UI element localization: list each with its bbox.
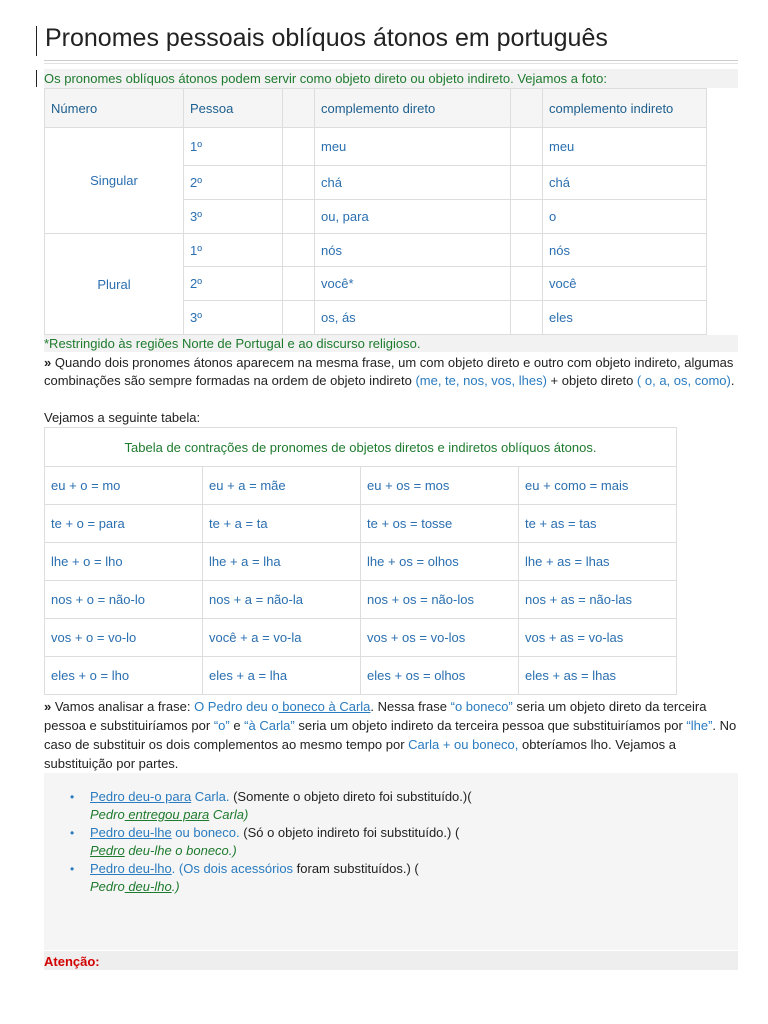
- table-cell: [511, 200, 543, 234]
- table-row: [45, 657, 677, 695]
- highlight-term: “à Carla”: [244, 718, 295, 733]
- table-cell: meu: [543, 128, 707, 166]
- table-cell: eu + a = mãe: [203, 467, 361, 505]
- table-cell: [511, 301, 543, 335]
- example-italic: deu-lhe o boneco.): [124, 843, 237, 858]
- page-title: Pronomes pessoais oblíquos átonos em português: [45, 24, 608, 52]
- example-italic: Pedro: [90, 807, 125, 822]
- example-italic: Carla): [209, 807, 249, 822]
- table-cell: te + as = tas: [519, 505, 677, 543]
- list-item: [70, 824, 730, 860]
- attention-heading: Atenção:: [44, 951, 738, 970]
- intro-text: Os pronomes oblíquos átonos podem servir como objeto direto ou objeto indireto. Vejamos a foto:: [44, 69, 738, 88]
- table-cell: meu: [315, 128, 511, 166]
- table-cell: vos + as = vo-las: [519, 619, 677, 657]
- paragraph-text: . No caso de substituir os dois complementos ao mesmo tempo por: [44, 718, 737, 752]
- table-cell: lhe + os = olhos: [361, 543, 519, 581]
- table-cell: vos + o = vo-lo: [45, 619, 203, 657]
- paragraph-text: + objeto direto: [546, 373, 637, 388]
- header-cell: complemento indireto: [543, 89, 707, 128]
- group-label: Plural: [45, 234, 184, 335]
- combination-paragraph: [44, 354, 738, 390]
- table-cell: eles + o = lho: [45, 657, 203, 695]
- table-cell: 2º: [184, 267, 283, 301]
- header-cell: [283, 89, 315, 128]
- table-row: [45, 128, 707, 166]
- table-cell: te + o = para: [45, 505, 203, 543]
- table-cell: eles: [543, 301, 707, 335]
- text-cursor: [36, 26, 37, 56]
- title-divider: [44, 60, 738, 61]
- example-italic-link[interactable]: deu-lho: [124, 879, 172, 894]
- table-row: [45, 581, 677, 619]
- table-cell: nos + as = não-las: [519, 581, 677, 619]
- table-cell: 1º: [184, 234, 283, 267]
- paragraph-text: seria um objeto indireto da terceira pessoa que substituiríamos por: [294, 718, 687, 733]
- explanation-text: (Somente o objeto direto foi substituído.)(: [229, 789, 472, 804]
- highlight-term: “o”: [213, 718, 230, 733]
- table-row: [45, 543, 677, 581]
- table-cell: [283, 200, 315, 234]
- table-cell: 3º: [184, 301, 283, 335]
- table-cell: vos + os = vo-los: [361, 619, 519, 657]
- table-cell: lhe + as = lhas: [519, 543, 677, 581]
- example-link[interactable]: Pedro deu-o para: [90, 789, 192, 804]
- table-cell: nos + o = não-lo: [45, 581, 203, 619]
- title-divider-secondary: [44, 63, 738, 64]
- table-cell: ou, para: [315, 200, 511, 234]
- list-item: [70, 860, 730, 896]
- table-cell: te + a = ta: [203, 505, 361, 543]
- table-cell: 3º: [184, 200, 283, 234]
- table-cell: chá: [543, 166, 707, 200]
- analysis-section: [44, 697, 738, 950]
- list-item: [70, 788, 730, 824]
- paragraph-marker: »: [44, 699, 52, 714]
- direct-pronouns: ( o, a, os, como): [636, 373, 731, 388]
- table-cell: o: [543, 200, 707, 234]
- table-cell: nós: [315, 234, 511, 267]
- example-link[interactable]: Pedro deu-lhe: [90, 825, 172, 840]
- table-cell: lhe + o = lho: [45, 543, 203, 581]
- header-cell: Número: [45, 89, 184, 128]
- paragraph-text: .: [730, 373, 735, 388]
- table-cell: lhe + a = lha: [203, 543, 361, 581]
- table-cell: [283, 267, 315, 301]
- table-cell: eles + a = lha: [203, 657, 361, 695]
- text-cursor: [36, 70, 37, 87]
- table-cell: nos + os = não-los: [361, 581, 519, 619]
- example-italic-link[interactable]: Pedro: [90, 843, 125, 858]
- paragraph-text: Vamos analisar a frase:: [51, 699, 195, 714]
- paragraph-text: Quando dois pronomes átonos aparecem na mesma frase, um com objeto direto e outro com objeto indireto, algumas combinações são sempre formadas na ordem de objeto indireto: [44, 355, 734, 388]
- highlight-term: “o boneco”: [450, 699, 513, 714]
- table-cell: 2º: [184, 166, 283, 200]
- table-cell: eles + os = olhos: [361, 657, 519, 695]
- table-cell: os, ás: [315, 301, 511, 335]
- table-cell: nós: [543, 234, 707, 267]
- page-header: [36, 24, 738, 62]
- analysis-paragraph: [44, 697, 738, 773]
- example-italic: Pedro: [90, 879, 125, 894]
- explanation-text: (Só o objeto indireto foi substituído.) (: [239, 825, 460, 840]
- table-cell: eu + como = mais: [519, 467, 677, 505]
- example-link[interactable]: Pedro deu-lho: [90, 861, 172, 876]
- bullet-icon: •: [70, 826, 75, 840]
- example-text: ou boneco.: [171, 825, 240, 840]
- table-cell: eu + o = mo: [45, 467, 203, 505]
- table-cell: te + os = tosse: [361, 505, 519, 543]
- table-cell: eu + os = mos: [361, 467, 519, 505]
- table-row: [45, 234, 707, 267]
- highlight-term: Carla + ou boneco,: [408, 737, 519, 752]
- table-cell: [511, 267, 543, 301]
- table-caption-row: [45, 428, 677, 467]
- bullet-icon: •: [70, 790, 75, 804]
- table-cell: [511, 166, 543, 200]
- example-phrase-link[interactable]: boneco à Carla: [278, 699, 371, 714]
- footnote: *Restringido às regiões Norte de Portugal e ao discurso religioso.: [44, 335, 738, 352]
- example-text: . (Os dois acessórios: [171, 861, 294, 876]
- header-cell: [511, 89, 543, 128]
- group-label: Singular: [45, 128, 184, 234]
- table-cell: você*: [315, 267, 511, 301]
- substitution-list: [70, 788, 730, 896]
- pronoun-table: [44, 88, 707, 335]
- header-cell: Pessoa: [184, 89, 283, 128]
- table-intro-text: Vejamos a seguinte tabela:: [44, 410, 201, 425]
- paragraph-text: . Nessa frase: [370, 699, 451, 714]
- paragraph-text: e: [229, 718, 245, 733]
- table-cell: [283, 301, 315, 335]
- table-row: [45, 505, 677, 543]
- header-cell: complemento direto: [315, 89, 511, 128]
- highlight-term: “lhe”: [686, 718, 713, 733]
- contractions-table: [44, 427, 677, 695]
- explanation-text: foram substituídos.) (: [293, 861, 419, 876]
- table-cell: eles + as = lhas: [519, 657, 677, 695]
- table-cell: nos + a = não-la: [203, 581, 361, 619]
- example-text: Carla.: [191, 789, 230, 804]
- indirect-pronouns: (me, te, nos, vos, lhes): [415, 373, 547, 388]
- example-italic: .): [171, 879, 180, 894]
- bullet-icon: •: [70, 862, 75, 876]
- table-header-row: [45, 89, 707, 128]
- table-cell: [511, 128, 543, 166]
- paragraph-marker: »: [44, 355, 52, 370]
- table-cell: você: [543, 267, 707, 301]
- table-caption: Tabela de contrações de pronomes de objetos diretos e indiretos oblíquos átonos.: [45, 428, 677, 467]
- table-cell: chá: [315, 166, 511, 200]
- table-cell: [283, 166, 315, 200]
- table-cell: [511, 234, 543, 267]
- table-row: [45, 619, 677, 657]
- table-cell: 1º: [184, 128, 283, 166]
- example-italic-link[interactable]: entregou para: [124, 807, 210, 822]
- paragraph-text: seria um objeto direto da terceira pessoa e substituiríamos por: [44, 699, 707, 733]
- table-cell: você + a = vo-la: [203, 619, 361, 657]
- example-phrase: O Pedro deu o: [194, 699, 279, 714]
- table-cell: [283, 234, 315, 267]
- table-row: [45, 467, 677, 505]
- paragraph-text: obteríamos lho. Vejamos a substituição por partes.: [44, 737, 676, 771]
- table-cell: [283, 128, 315, 166]
